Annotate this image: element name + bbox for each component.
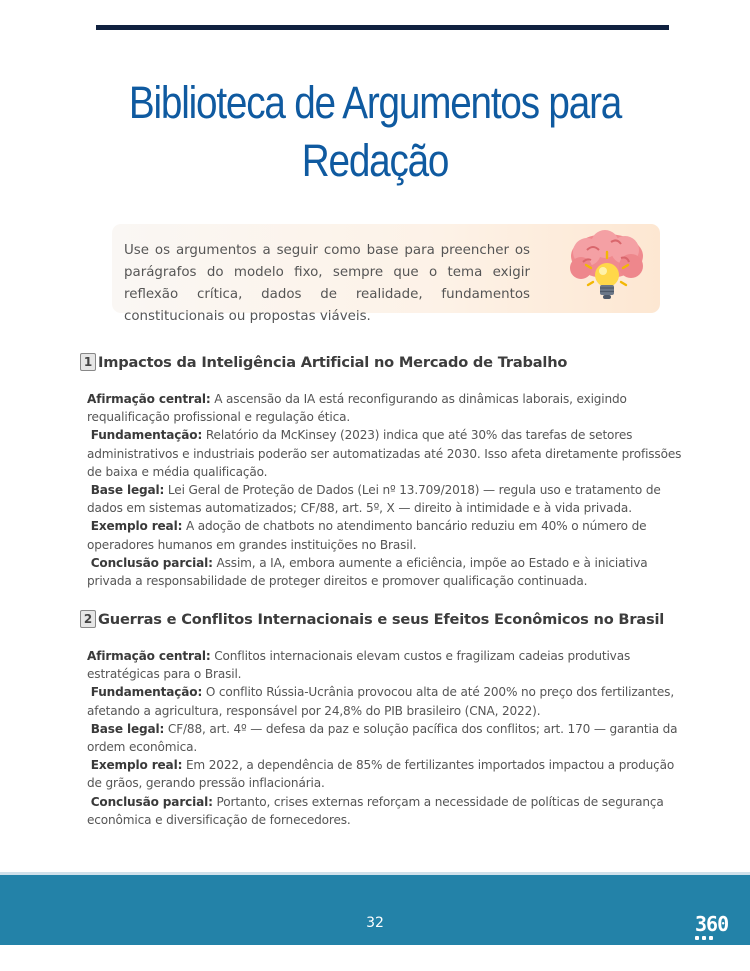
section-body-ai — [87, 390, 687, 590]
brand-logo: 360 — [695, 912, 729, 936]
paragraph-exemplo: Exemplo real: A adoção de chatbots no atendimento bancário reduziu em 40% o número de operadores humanos em grandes instituições no Brasil. — [87, 519, 647, 552]
page-number: 32 — [366, 915, 384, 931]
paragraph-afirmacao: Afirmação central: A ascensão da IA está reconfigurando as dinâmicas laborais, exigindo requalificação profissional e regulação ética. — [87, 392, 627, 425]
intro-box — [112, 224, 660, 324]
section-heading-conflicts — [80, 610, 664, 628]
section-number-badge: 1 — [80, 353, 96, 371]
paragraph-base-legal: Base legal: CF/88, art. 4º — defesa da paz e solução pacífica dos conflitos; art. 170 — garantia da ordem econômica. — [87, 721, 678, 755]
brand-logo-dots — [695, 936, 713, 940]
section-body-conflicts — [87, 647, 687, 829]
paragraph-exemplo: Exemplo real: Em 2022, a dependência de 85% de fertilizantes importados impactou a produção de grãos, gerando pressão inflacionária. — [87, 758, 675, 791]
paragraph-fundamentacao: Fundamentação: O conflito Rússia-Ucrânia provocou alta de até 200% no preço dos fertilizantes, afetando a agricultura, responsável por 24,8% do PIB brasileiro (CNA, 2022). — [87, 685, 675, 718]
section-heading-ai — [80, 353, 567, 371]
section-title: Impactos da Inteligência Artificial no Mercado de Trabalho — [98, 353, 568, 371]
paragraph-fundamentacao: Fundamentação: Relatório da McKinsey (2023) indica que até 30% das tarefas de setores administrativos e industriais poderão ser automatizadas até 2030. Isso afeta diretamente profissões de baixa e média qualificação. — [87, 428, 682, 479]
paragraph-base-legal: Base legal: Lei Geral de Proteção de Dados (Lei nº 13.709/2018) — regula uso e tratamento de dados em sistemas automatizados; CF/88, art. 5º, X — direito à intimidade e à vida privada. — [87, 483, 661, 516]
top-rule — [96, 25, 669, 30]
intro-text: Use os argumentos a seguir como base para preencher os parágrafos do modelo fixo, sempre que o tema exigir reflexão crítica, dados de realidade, fundamentos constitucionais ou propostas viáveis. — [124, 243, 530, 324]
paragraph-afirmacao: Afirmação central: Conflitos internacionais elevam custos e fragilizam cadeias produtivas estratégicas para o Brasil. — [87, 649, 631, 682]
section-title: Guerras e Conflitos Internacionais e seus Efeitos Econômicos no Brasil — [98, 610, 665, 628]
section-number-badge: 2 — [80, 610, 96, 628]
page-footer — [0, 872, 750, 945]
brain-lightbulb-icon — [565, 228, 649, 310]
page-title: Biblioteca de Argumentos para Redação — [128, 77, 622, 186]
paragraph-conclusao: Conclusão parcial: Portanto, crises externas reforçam a necessidade de políticas de segurança econômica e diversificação de fornecedores. — [87, 794, 664, 827]
paragraph-conclusao: Conclusão parcial: Assim, a IA, embora aumente a eficiência, impõe ao Estado e à iniciativa privada a responsabilidade de proteger direitos e promover qualificação continuada. — [87, 555, 648, 589]
